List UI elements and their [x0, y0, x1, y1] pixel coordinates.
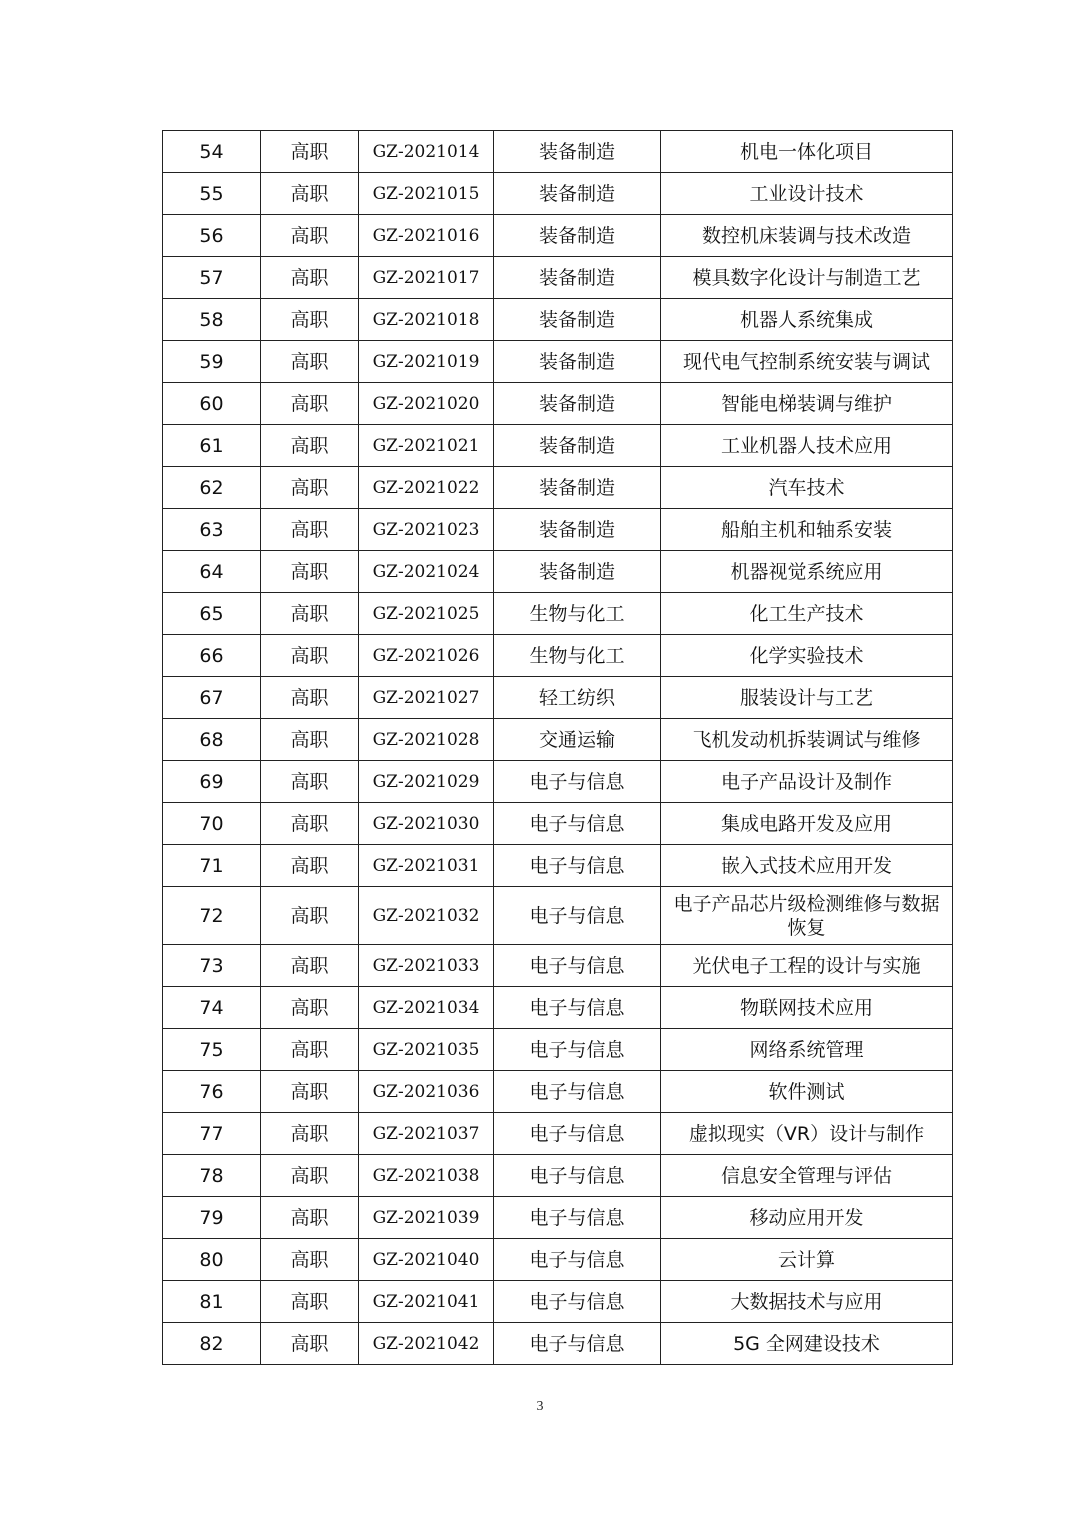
cell-category: 装备制造	[494, 467, 661, 509]
competition-table	[162, 130, 953, 1365]
cell-code: GZ-2021032	[359, 887, 494, 945]
cell-number: 63	[163, 509, 261, 551]
cell-number: 76	[163, 1071, 261, 1113]
cell-level: 高职	[261, 1071, 359, 1113]
cell-level: 高职	[261, 383, 359, 425]
table-row	[163, 467, 953, 509]
cell-category: 装备制造	[494, 425, 661, 467]
cell-category: 电子与信息	[494, 803, 661, 845]
cell-level: 高职	[261, 987, 359, 1029]
cell-level: 高职	[261, 593, 359, 635]
cell-name: 移动应用开发	[661, 1197, 953, 1239]
cell-code: GZ-2021018	[359, 299, 494, 341]
table-row	[163, 1071, 953, 1113]
table-row	[163, 761, 953, 803]
cell-name: 嵌入式技术应用开发	[661, 845, 953, 887]
page-number: 3	[536, 1399, 544, 1414]
cell-level: 高职	[261, 509, 359, 551]
table-row	[163, 341, 953, 383]
cell-level: 高职	[261, 677, 359, 719]
table-row	[163, 425, 953, 467]
cell-category: 电子与信息	[494, 987, 661, 1029]
cell-number: 79	[163, 1197, 261, 1239]
cell-code: GZ-2021029	[359, 761, 494, 803]
cell-number: 80	[163, 1239, 261, 1281]
cell-name: 工业机器人技术应用	[661, 425, 953, 467]
cell-level: 高职	[261, 945, 359, 987]
cell-category: 电子与信息	[494, 761, 661, 803]
cell-code: GZ-2021020	[359, 383, 494, 425]
cell-number: 82	[163, 1323, 261, 1365]
cell-code: GZ-2021038	[359, 1155, 494, 1197]
cell-category: 电子与信息	[494, 945, 661, 987]
table-body	[163, 131, 953, 1365]
cell-name: 虚拟现实（VR）设计与制作	[661, 1113, 953, 1155]
cell-name: 5G 全网建设技术	[661, 1323, 953, 1365]
cell-name: 飞机发动机拆装调试与维修	[661, 719, 953, 761]
table-row	[163, 987, 953, 1029]
table-row	[163, 803, 953, 845]
cell-code: GZ-2021024	[359, 551, 494, 593]
table-row	[163, 131, 953, 173]
cell-number: 60	[163, 383, 261, 425]
cell-number: 81	[163, 1281, 261, 1323]
cell-name: 软件测试	[661, 1071, 953, 1113]
cell-number: 77	[163, 1113, 261, 1155]
cell-code: GZ-2021014	[359, 131, 494, 173]
cell-number: 66	[163, 635, 261, 677]
table-row	[163, 1155, 953, 1197]
cell-category: 交通运输	[494, 719, 661, 761]
table-row	[163, 215, 953, 257]
cell-category: 装备制造	[494, 131, 661, 173]
table-row	[163, 1281, 953, 1323]
cell-code: GZ-2021033	[359, 945, 494, 987]
table-row	[163, 1323, 953, 1365]
cell-name: 现代电气控制系统安装与调试	[661, 341, 953, 383]
cell-name: 机电一体化项目	[661, 131, 953, 173]
cell-code: GZ-2021027	[359, 677, 494, 719]
cell-code: GZ-2021023	[359, 509, 494, 551]
cell-name: 云计算	[661, 1239, 953, 1281]
cell-name: 化学实验技术	[661, 635, 953, 677]
cell-name: 汽车技术	[661, 467, 953, 509]
cell-category: 电子与信息	[494, 1323, 661, 1365]
cell-level: 高职	[261, 1029, 359, 1071]
cell-number: 71	[163, 845, 261, 887]
cell-level: 高职	[261, 719, 359, 761]
cell-level: 高职	[261, 803, 359, 845]
cell-category: 电子与信息	[494, 1239, 661, 1281]
cell-category: 装备制造	[494, 215, 661, 257]
cell-number: 57	[163, 257, 261, 299]
cell-name: 船舶主机和轴系安装	[661, 509, 953, 551]
cell-number: 58	[163, 299, 261, 341]
table-row	[163, 383, 953, 425]
cell-number: 59	[163, 341, 261, 383]
cell-level: 高职	[261, 173, 359, 215]
cell-level: 高职	[261, 887, 359, 945]
cell-code: GZ-2021037	[359, 1113, 494, 1155]
cell-name: 机器视觉系统应用	[661, 551, 953, 593]
cell-code: GZ-2021016	[359, 215, 494, 257]
cell-level: 高职	[261, 257, 359, 299]
table-row	[163, 593, 953, 635]
cell-number: 69	[163, 761, 261, 803]
cell-level: 高职	[261, 341, 359, 383]
cell-number: 54	[163, 131, 261, 173]
cell-name: 光伏电子工程的设计与实施	[661, 945, 953, 987]
cell-code: GZ-2021015	[359, 173, 494, 215]
cell-category: 生物与化工	[494, 593, 661, 635]
table-row	[163, 509, 953, 551]
cell-category: 装备制造	[494, 257, 661, 299]
table-row	[163, 677, 953, 719]
cell-number: 55	[163, 173, 261, 215]
cell-code: GZ-2021030	[359, 803, 494, 845]
cell-level: 高职	[261, 299, 359, 341]
table-row	[163, 945, 953, 987]
cell-code: GZ-2021028	[359, 719, 494, 761]
cell-number: 62	[163, 467, 261, 509]
cell-number: 64	[163, 551, 261, 593]
table-row	[163, 1029, 953, 1071]
cell-category: 电子与信息	[494, 1071, 661, 1113]
cell-category: 电子与信息	[494, 1197, 661, 1239]
table-row	[163, 635, 953, 677]
cell-number: 70	[163, 803, 261, 845]
cell-code: GZ-2021017	[359, 257, 494, 299]
table-row	[163, 887, 953, 945]
cell-name: 机器人系统集成	[661, 299, 953, 341]
cell-name: 服装设计与工艺	[661, 677, 953, 719]
cell-category: 装备制造	[494, 341, 661, 383]
cell-number: 56	[163, 215, 261, 257]
cell-number: 68	[163, 719, 261, 761]
cell-level: 高职	[261, 425, 359, 467]
cell-level: 高职	[261, 1113, 359, 1155]
cell-code: GZ-2021019	[359, 341, 494, 383]
cell-number: 67	[163, 677, 261, 719]
cell-category: 装备制造	[494, 299, 661, 341]
cell-name: 信息安全管理与评估	[661, 1155, 953, 1197]
table-row	[163, 299, 953, 341]
cell-code: GZ-2021026	[359, 635, 494, 677]
cell-code: GZ-2021040	[359, 1239, 494, 1281]
table-row	[163, 173, 953, 215]
cell-code: GZ-2021031	[359, 845, 494, 887]
cell-category: 装备制造	[494, 173, 661, 215]
cell-category: 生物与化工	[494, 635, 661, 677]
cell-code: GZ-2021034	[359, 987, 494, 1029]
cell-code: GZ-2021041	[359, 1281, 494, 1323]
table-row	[163, 719, 953, 761]
cell-code: GZ-2021025	[359, 593, 494, 635]
cell-level: 高职	[261, 761, 359, 803]
cell-level: 高职	[261, 1239, 359, 1281]
cell-name: 电子产品设计及制作	[661, 761, 953, 803]
cell-name: 大数据技术与应用	[661, 1281, 953, 1323]
cell-category: 轻工纺织	[494, 677, 661, 719]
cell-name: 模具数字化设计与制造工艺	[661, 257, 953, 299]
cell-category: 电子与信息	[494, 845, 661, 887]
cell-category: 电子与信息	[494, 887, 661, 945]
cell-number: 74	[163, 987, 261, 1029]
cell-level: 高职	[261, 1281, 359, 1323]
cell-number: 65	[163, 593, 261, 635]
table-row	[163, 1197, 953, 1239]
table-row	[163, 1113, 953, 1155]
cell-category: 电子与信息	[494, 1281, 661, 1323]
cell-number: 72	[163, 887, 261, 945]
cell-name: 集成电路开发及应用	[661, 803, 953, 845]
table-row	[163, 551, 953, 593]
cell-level: 高职	[261, 467, 359, 509]
cell-level: 高职	[261, 215, 359, 257]
cell-category: 装备制造	[494, 509, 661, 551]
cell-name: 智能电梯装调与维护	[661, 383, 953, 425]
cell-level: 高职	[261, 635, 359, 677]
cell-number: 78	[163, 1155, 261, 1197]
cell-name: 数控机床装调与技术改造	[661, 215, 953, 257]
cell-name: 网络系统管理	[661, 1029, 953, 1071]
cell-name: 物联网技术应用	[661, 987, 953, 1029]
cell-level: 高职	[261, 1155, 359, 1197]
cell-name: 工业设计技术	[661, 173, 953, 215]
table-row	[163, 257, 953, 299]
cell-code: GZ-2021022	[359, 467, 494, 509]
cell-category: 装备制造	[494, 383, 661, 425]
cell-code: GZ-2021042	[359, 1323, 494, 1365]
table-row	[163, 1239, 953, 1281]
cell-level: 高职	[261, 551, 359, 593]
cell-category: 电子与信息	[494, 1029, 661, 1071]
cell-level: 高职	[261, 131, 359, 173]
cell-number: 75	[163, 1029, 261, 1071]
cell-code: GZ-2021021	[359, 425, 494, 467]
cell-level: 高职	[261, 1323, 359, 1365]
cell-number: 61	[163, 425, 261, 467]
cell-name: 化工生产技术	[661, 593, 953, 635]
table-row	[163, 845, 953, 887]
cell-code: GZ-2021036	[359, 1071, 494, 1113]
cell-category: 电子与信息	[494, 1155, 661, 1197]
cell-name: 电子产品芯片级检测维修与数据恢复	[661, 887, 953, 945]
cell-code: GZ-2021039	[359, 1197, 494, 1239]
cell-code: GZ-2021035	[359, 1029, 494, 1071]
cell-number: 73	[163, 945, 261, 987]
cell-level: 高职	[261, 845, 359, 887]
cell-category: 装备制造	[494, 551, 661, 593]
cell-level: 高职	[261, 1197, 359, 1239]
cell-category: 电子与信息	[494, 1113, 661, 1155]
